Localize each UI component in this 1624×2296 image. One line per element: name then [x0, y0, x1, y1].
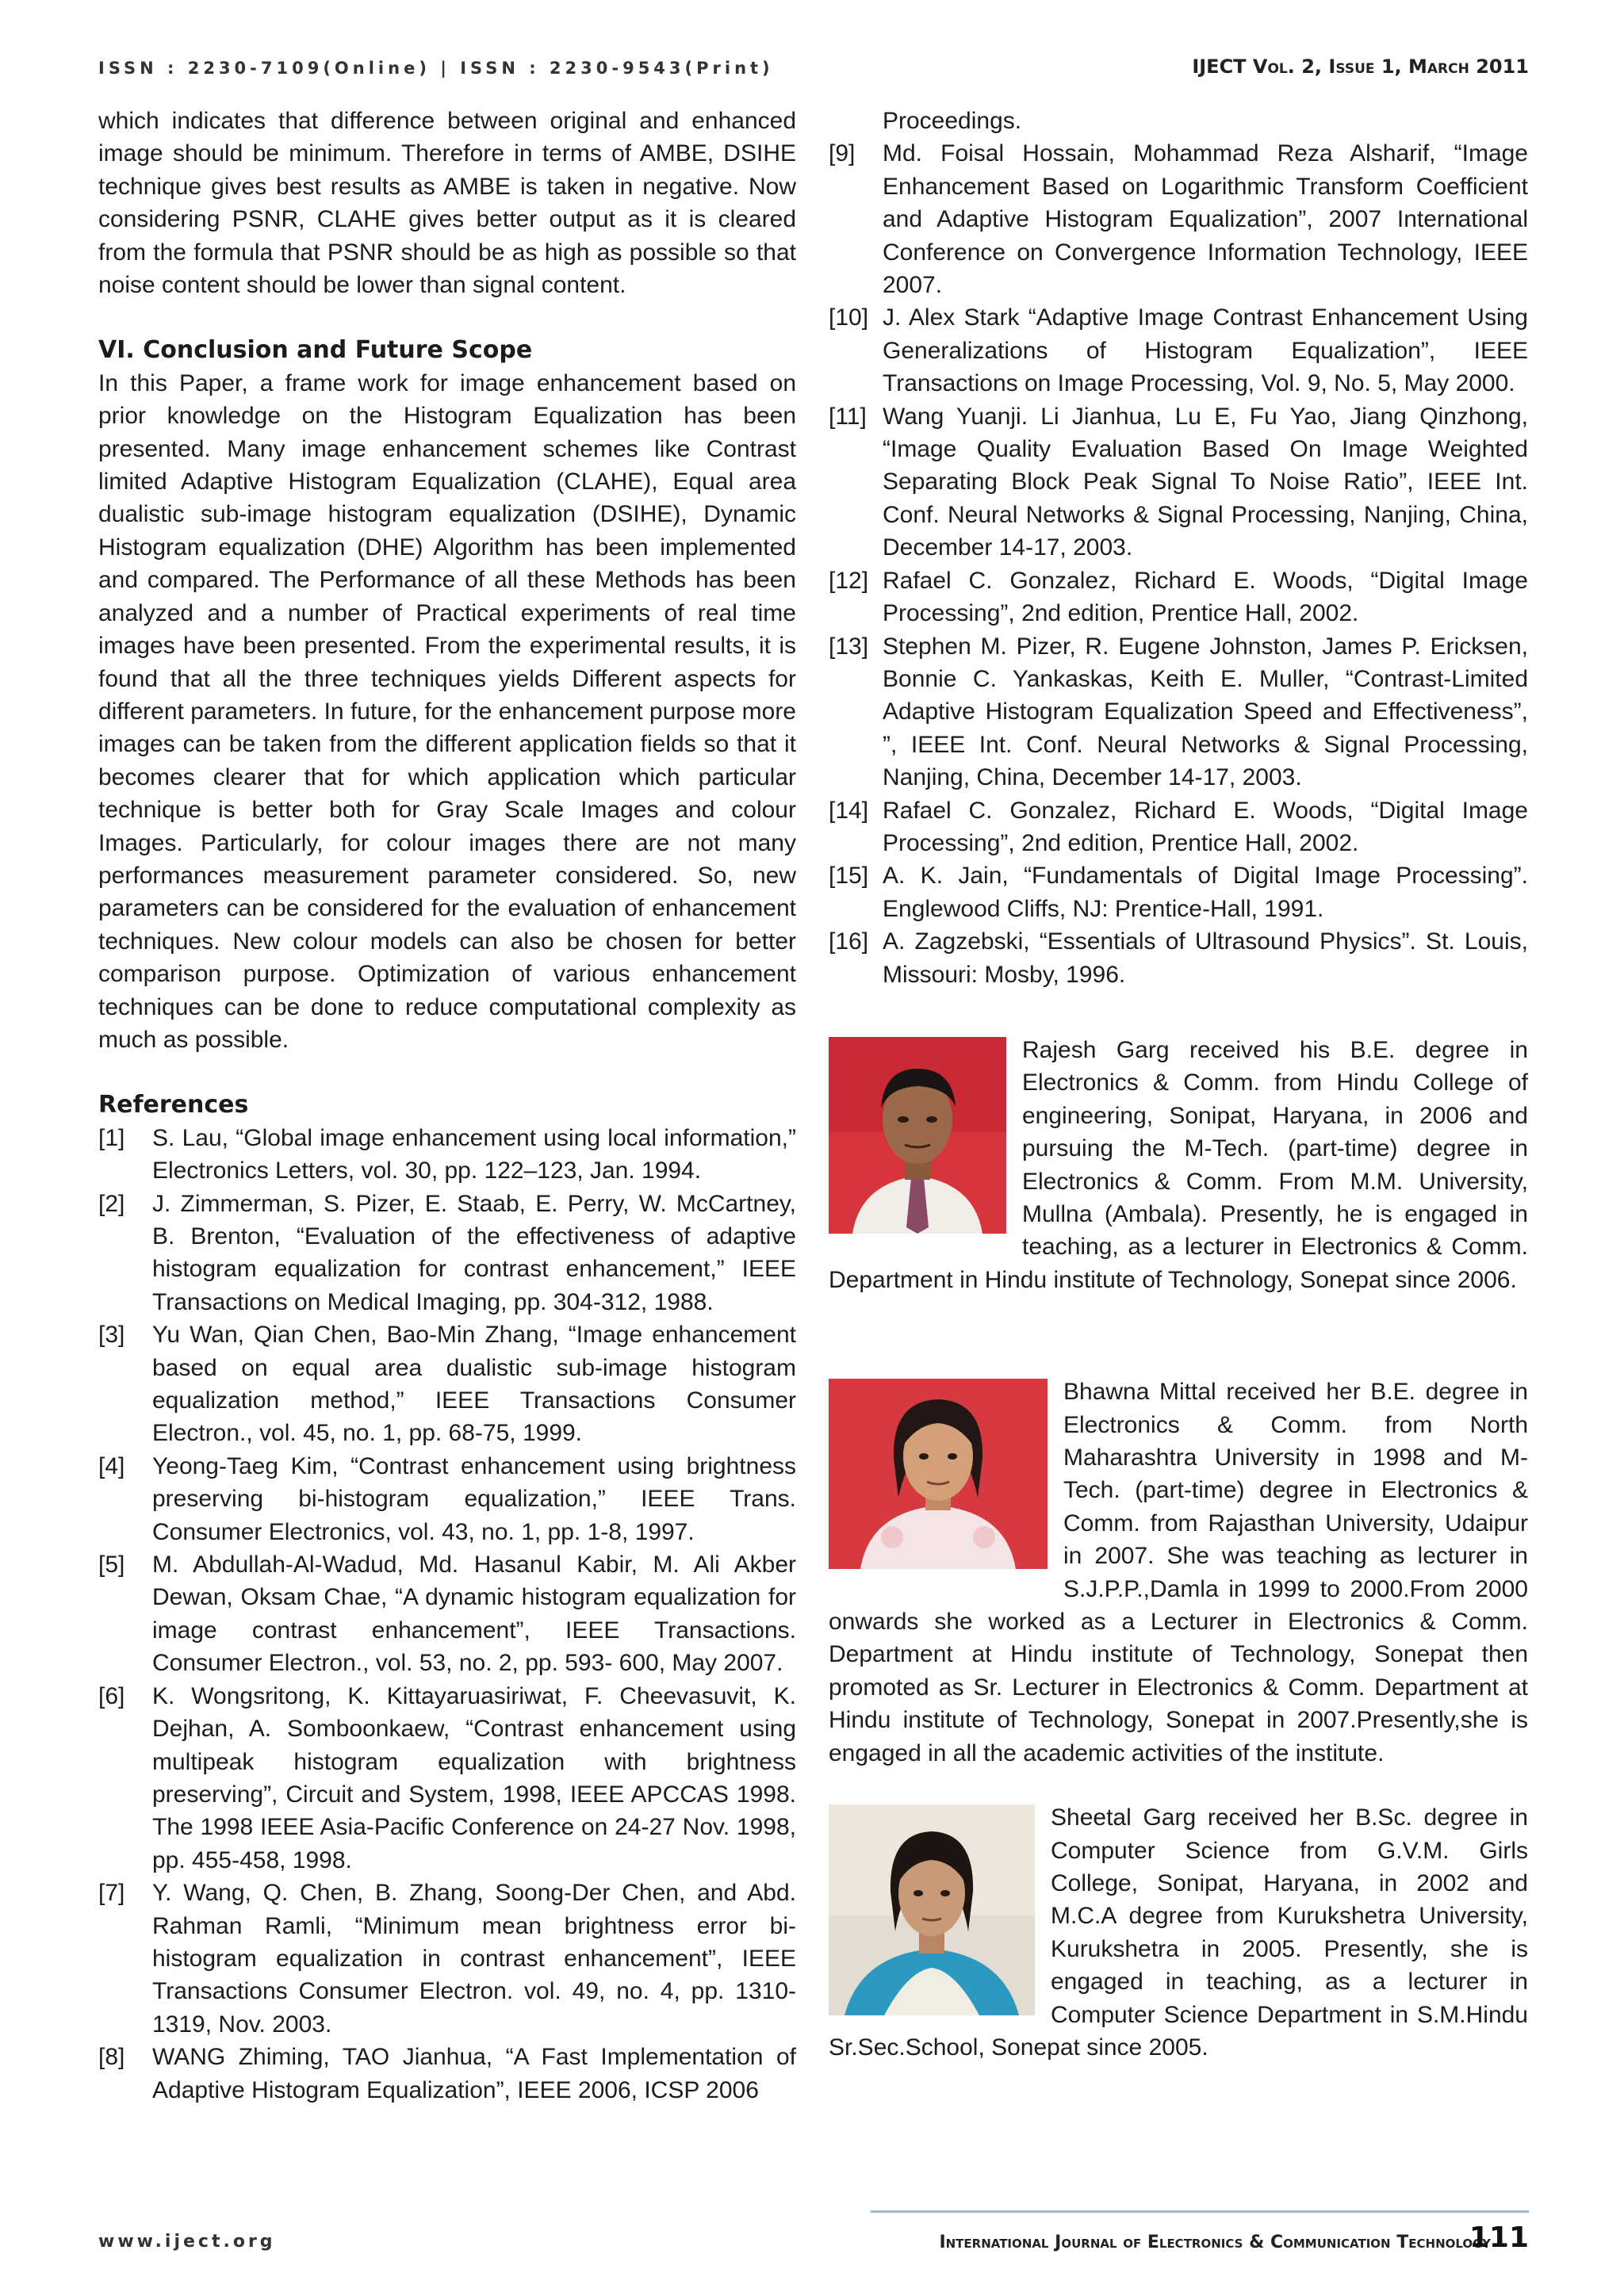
- journal-issue-header: [1192, 55, 1529, 78]
- reference-item: [829, 137, 1528, 301]
- reference-item: [98, 1450, 796, 1548]
- reference-item: [829, 925, 1528, 991]
- reference-number: [16]: [829, 928, 869, 955]
- reference-text: Rafael C. Gonzalez, Richard E. Woods, “Digital Image Processing”, 2nd edition, Prentice Hall, 2002.: [883, 567, 1528, 627]
- journal-website: www.iject.org: [98, 2232, 276, 2252]
- portrait-image: [829, 1804, 1035, 2015]
- author-photo: [829, 1804, 1035, 2015]
- reference-item: [98, 1188, 796, 1319]
- reference-text: Rafael C. Gonzalez, Richard E. Woods, “Digital Image Processing”, 2nd edition, Prentice Hall, 2002.: [883, 797, 1528, 856]
- reference-number: [6]: [98, 1682, 125, 1709]
- reference-text: Yu Wan, Qian Chen, Bao-Min Zhang, “Image enhancement based on equal area dualistic sub-image histogram equalization method,” IEEE Transactions Consumer Electron., vol. 45, no. 1, pp. 68-75, 1999.: [152, 1322, 796, 1447]
- author-bio: [829, 1376, 1528, 1770]
- reference-text: S. Lau, “Global image enhancement using local information,” Electronics Letters, vol. 30, pp. 122–123, Jan. 1994.: [152, 1124, 796, 1184]
- reference-continuation: Proceedings.: [883, 108, 1022, 134]
- reference-number: [1]: [98, 1124, 125, 1151]
- author-bio: [829, 1801, 1528, 2064]
- reference-number: [13]: [829, 633, 869, 660]
- author-bio-text: Bhawna Mittal received her B.E. degree in Electronics & Comm. from North Maharashtra University in 1998 and M-Tech. (part-time) degree in Electronics & Comm. from Rajasthan University, Udaipur in 2007. She was teaching as lecturer in S.J.P.P.,Damla in 1999 to 2000.From 2000 onwards she worked as a Lecturer in Electronics & Comm. Department at Hindu institute of Technology, Sonepat then promoted as Sr. Lecturer in Electronics & Comm. Department at Hindu institute of Technology, Sonepat in 2007.Presently,she is engaged in all the academic activities of the institute.: [829, 1379, 1528, 1766]
- reference-number: [10]: [829, 304, 869, 331]
- author-bio-text: Sheetal Garg received her B.Sc. degree in Computer Science from G.V.M. Girls College, Sonipat, Haryana, in 2002 and M.C.A degree from Kurukshetra University, Kurukshetra in 2005. Presently, she is engaged in teaching, as a lecturer in Computer Science Department in S.M.Hindu Sr.Sec.School, Sonepat since 2005.: [829, 1804, 1528, 2061]
- page-number: 111: [1469, 2221, 1529, 2254]
- left-column: [98, 105, 796, 2107]
- reference-item: [98, 1318, 796, 1450]
- author-photo: [829, 1379, 1048, 1569]
- reference-text: J. Zimmerman, S. Pizer, E. Staab, E. Perry, W. McCartney, B. Brenton, “Evaluation of the effectiveness of adaptive histogram equalization for contrast enhancement,” IEEE Transactions on Medical Imaging, pp. 304-312, 1988.: [152, 1190, 796, 1315]
- footer-divider: [871, 2210, 1529, 2213]
- reference-item: [98, 1680, 796, 1877]
- reference-list-right: [829, 137, 1528, 991]
- conclusion-heading: VI. Conclusion and Future Scope: [98, 336, 533, 365]
- reference-number: [12]: [829, 567, 869, 594]
- reference-item: [829, 794, 1528, 860]
- reference-number: [8]: [98, 2044, 125, 2071]
- reference-number: [7]: [98, 1880, 125, 1907]
- intro-paragraph: which indicates that difference between original and enhanced image should be minimum. Therefore in terms of AMBE, DSIHE technique gives best results as AMBE is taken in negative. Now considering PSNR, CLAHE gives better output as it is cleared from the formula that PSNR should be as high as possible so that noise content should be lower than signal content.: [98, 108, 796, 299]
- volume-issue: Vol. 2, Issue 1, March 2011: [1252, 55, 1529, 78]
- conclusion-body: In this Paper, a frame work for image enhancement based on prior knowledge on the Histogram Equalization has been presented. Many image enhancement schemes like Contrast limited Adaptive Histogram Equalization (CLAHE), Equal area dualistic sub-image histogram equalization (DSIHE), Dynamic Histogram equalization (DHE) Algorithm has been implemented and compared. The Performance of all these Methods has been analyzed and a number of Practical experiments of real time images have been presented. From the experimental results, it is found that all the three techniques yields Different aspects for different parameters. In future, for the enhancement purpose more images can be taken from the different application fields so that it becomes clearer that for which application which particular technique is better both for Gray Scale Images and colour Images. Particularly, for colour images there are not many performances measurement parameter considered. So, new parameters can be considered for the evaluation of enhancement techniques. New colour models can also be chosen for better comparison purpose. Optimization of various enhancement techniques can be done to reduce computational complexity as much as possible.: [98, 369, 796, 1053]
- reference-number: [4]: [98, 1452, 125, 1479]
- reference-item: [98, 1548, 796, 1680]
- reference-text: K. Wongsritong, K. Kittayaruasiriwat, F. Cheevasuvit, K. Dejhan, A. Somboonkaew, “Contrast enhancement using multipeak histogram equalization with brightness preserving”, Circuit and System, 1998, IEEE APCCAS 1998. The 1998 IEEE Asia-Pacific Conference on 24-27 Nov. 1998, pp. 455-458, 1998.: [152, 1682, 796, 1873]
- portrait-image: [829, 1379, 1048, 1569]
- reference-text: A. Zagzebski, “Essentials of Ultrasound Physics”. St. Louis, Missouri: Mosby, 1996.: [883, 928, 1528, 988]
- reference-text: WANG Zhiming, TAO Jianhua, “A Fast Implementation of Adaptive Histogram Equalization”, IEEE 2006, ICSP 2006: [152, 2044, 796, 2103]
- reference-list-left: [98, 1122, 796, 2107]
- references-heading: References: [98, 1091, 249, 1119]
- reference-number: [5]: [98, 1552, 125, 1578]
- reference-number: [14]: [829, 797, 869, 824]
- reference-item: [829, 630, 1528, 794]
- reference-item: [829, 301, 1528, 400]
- reference-text: J. Alex Stark “Adaptive Image Contrast Enhancement Using Generalizations of Histogram Equalization”, IEEE Transactions on Image Processing, Vol. 9, No. 5, May 2000.: [883, 304, 1528, 397]
- reference-item: [829, 400, 1528, 564]
- reference-text: Yeong-Taeg Kim, “Contrast enhancement using brightness preserving bi-histogram equalization,” IEEE Trans. Consumer Electronics, vol. 43, no. 1, pp. 1-8, 1997.: [152, 1452, 796, 1545]
- reference-item: [98, 1122, 796, 1188]
- reference-item: [829, 859, 1528, 925]
- issn-header: ISSN : 2230-7109(Online) | ISSN : 2230-9543(Print): [98, 59, 774, 78]
- reference-number: [11]: [829, 403, 867, 430]
- reference-item: [98, 1877, 796, 2041]
- reference-text: Md. Foisal Hossain, Mohammad Reza Alsharif, “Image Enhancement Based on Logarithmic Transform Coefficient and Adaptive Histogram Equalization”, 2007 International Conference on Convergence Information Technology, IEEE 2007.: [883, 140, 1528, 299]
- reference-text: Stephen M. Pizer, R. Eugene Johnston, James P. Ericksen, Bonnie C. Yankaskas, Keith E. Muller, “Contrast-Limited Adaptive Histogram Equalization Speed and Effectiveness”, ”, IEEE Int. Conf. Neural Networks & Signal Processing, Nanjing, China, December 14-17, 2003.: [883, 633, 1528, 791]
- reference-text: A. K. Jain, “Fundamentals of Digital Image Processing”. Englewood Cliffs, NJ: Prentice-Hall, 1991.: [883, 863, 1528, 922]
- reference-number: [15]: [829, 863, 869, 890]
- author-photo: [829, 1037, 1006, 1234]
- reference-number: [2]: [98, 1190, 125, 1217]
- reference-number: [9]: [829, 140, 856, 167]
- author-bio-text: Rajesh Garg received his B.E. degree in Electronics & Comm. from Hindu College of engineering, Sonipat, Haryana, in 2006 and pursuing the M-Tech. (part-time) degree in Electronics & Comm. From M.M. University, Mullna (Ambala). Presently, he is engaged in teaching, as a lecturer in Electronics & Comm. Department in Hindu institute of Technology, Sonepat since 2006.: [829, 1036, 1528, 1293]
- reference-item: [829, 564, 1528, 630]
- author-bio: [829, 1034, 1528, 1296]
- reference-text: Y. Wang, Q. Chen, B. Zhang, Soong-Der Chen, and Abd. Rahman Ramli, “Minimum mean brightness error bi-histogram equalization in contrast enhancement”, IEEE Transactions Consumer Electron. vol. 49, no. 4, pp. 1310-1319, Nov. 2003.: [152, 1880, 796, 2038]
- reference-text: Wang Yuanji. Li Jianhua, Lu E, Fu Yao, Jiang Qinzhong, “Image Quality Evaluation Based On Image Weighted Separating Block Peak Signal To Noise Ratio”, IEEE Int. Conf. Neural Networks & Signal Processing, Nanjing, China, December 14-17, 2003.: [883, 403, 1528, 561]
- reference-number: [3]: [98, 1322, 125, 1349]
- journal-abbrev: IJECT: [1192, 55, 1253, 78]
- reference-text: M. Abdullah-Al-Wadud, Md. Hasanul Kabir, M. Ali Akber Dewan, Oksam Chae, “A dynamic histogram equalization for image contrast enhancement”, IEEE Transactions. Consumer Electron., vol. 53, no. 2, pp. 593- 600, May 2007.: [152, 1552, 796, 1677]
- portrait-image: [829, 1037, 1006, 1234]
- reference-item: [98, 2041, 796, 2107]
- right-column: [829, 105, 1528, 2064]
- journal-name-footer: International Journal of Electronics & Communication Technology: [939, 2233, 1491, 2252]
